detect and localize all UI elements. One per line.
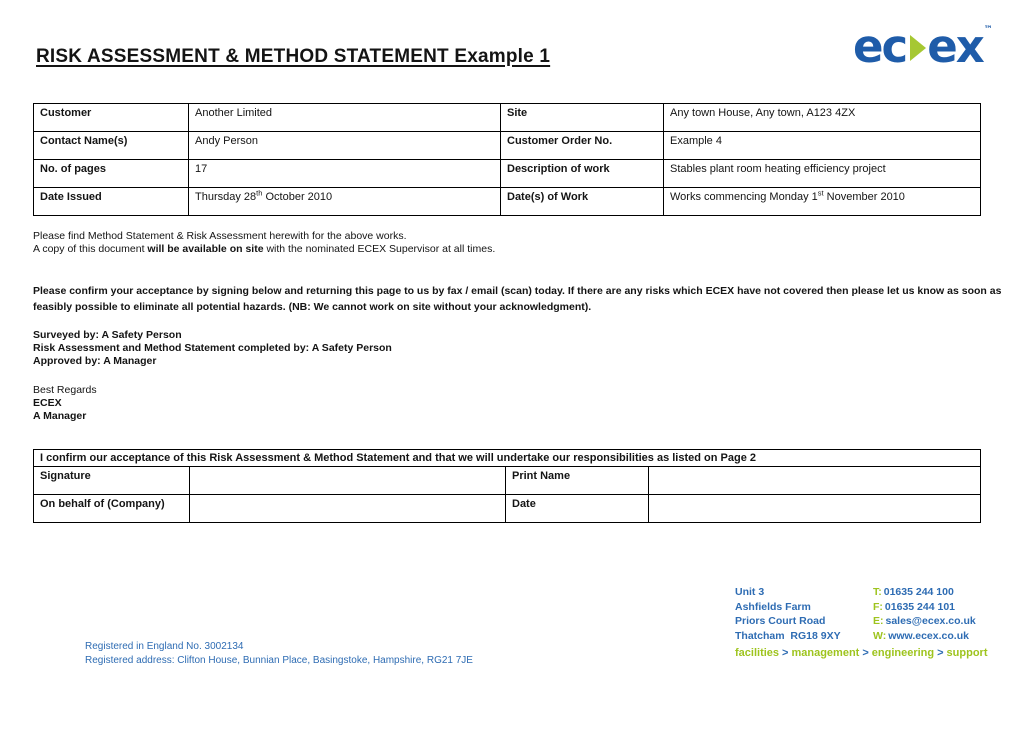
job-info-table [33,103,981,216]
footer-contact-block [735,585,976,643]
logo-text-ex: ex [927,20,983,73]
surveyed-by-line: Surveyed by: A Safety Person [33,329,182,341]
logo-text-ec: ec [853,20,907,73]
signature-value-cell [190,467,506,495]
date-value-cell [649,495,981,523]
website-prefix: W: [873,629,887,642]
customer-order-no-value: Example 4 [664,132,981,160]
fax-prefix: F: [873,600,883,613]
table-row [34,104,981,132]
table-row [34,467,981,495]
no-of-pages-value: 17 [189,160,501,188]
address-column [735,585,873,643]
address-line: Unit 3 [735,586,765,598]
intro-paragraph [33,230,495,256]
address-line: Ashfields Farm [735,600,811,613]
brand-tagline [735,647,988,659]
company-name-line: ECEX [33,397,62,409]
phone-prefix: T: [873,586,882,598]
date-issued-value: Thursday 28th October 2010 [189,188,501,216]
on-behalf-of-value-cell [190,495,506,523]
completed-by-line: Risk Assessment and Method Statement completed by: A Safety Person [33,342,392,354]
trademark-symbol: ™ [983,25,993,35]
table-row [34,495,981,523]
acceptance-header: I confirm our acceptance of this Risk Assessment & Method Statement and that we will undertake our responsibilities as listed on Page 2 [34,450,981,467]
on-behalf-of-label: On behalf of (Company) [34,495,190,523]
registered-details [85,640,473,667]
confirmation-paragraph: Please confirm your acceptance by signing below and returning this page to us by fax / email (scan) today. If there are any risks which ECEX have not covered then please let us know as soon as feasibly possible to eliminate all potential hazards. (NB: We cannot work on site without your acknowledgment). [33,285,1002,313]
tagline-separator: > [782,647,789,659]
site-value: Any town House, Any town, A123 4ZX [664,104,981,132]
tagline-word: support [946,647,988,659]
table-row [34,132,981,160]
table-row [34,188,981,216]
phone-line: T: 01635 244 100 [873,586,954,598]
logo-chevron-icon [910,35,926,61]
address-line: Priors Court Road [735,615,826,627]
date-label: Date [506,495,649,523]
signoff-block [33,329,392,368]
regards-block [33,384,97,423]
email-line: E: sales@ecex.co.uk [873,615,976,627]
website-line: W: www.ecex.co.uk [873,629,969,642]
approved-by-line: Approved by: A Manager [33,355,157,367]
contacts-column [873,585,976,643]
page-title: RISK ASSESSMENT & METHOD STATEMENT Example 1 [36,46,551,67]
customer-label: Customer [34,104,189,132]
contact-names-value: Andy Person [189,132,501,160]
manager-line: A Manager [33,410,87,422]
intro-line-1: Please find Method Statement & Risk Assessment herewith for the above works. [33,230,407,242]
dates-of-work-value: Works commencing Monday 1st November 2010 [664,188,981,216]
tagline-separator: > [937,647,944,659]
table-row [34,160,981,188]
customer-order-no-label: Customer Order No. [501,132,664,160]
tagline-word: facilities [735,647,780,659]
date-issued-label: Date Issued [34,188,189,216]
print-name-value-cell [649,467,981,495]
address-line: Thatcham RG18 9XY [735,629,841,642]
email-prefix: E: [873,615,884,627]
fax-line: F: 01635 244 101 [873,600,955,613]
signature-label: Signature [34,467,190,495]
no-of-pages-label: No. of pages [34,160,189,188]
tagline-word: engineering [871,647,935,659]
customer-value: Another Limited [189,104,501,132]
ecex-logo [853,20,993,73]
tagline-word: management [791,647,860,659]
site-label: Site [501,104,664,132]
print-name-label: Print Name [506,467,649,495]
acceptance-table [33,449,981,523]
description-of-work-value: Stables plant room heating efficiency project [664,160,981,188]
contact-names-label: Contact Name(s) [34,132,189,160]
dates-of-work-label: Date(s) of Work [501,188,664,216]
intro-line-2: A copy of this document will be available on site with the nominated ECEX Supervisor at all times. [33,243,496,255]
registered-address-line: Registered address: Clifton House, Bunnian Place, Basingstoke, Hampshire, RG21 7JE [85,654,473,666]
description-of-work-label: Description of work [501,160,664,188]
registered-number-line: Registered in England No. 3002134 [85,641,244,652]
best-regards-line: Best Regards [33,384,97,396]
tagline-separator: > [862,647,869,659]
table-row [34,450,981,467]
